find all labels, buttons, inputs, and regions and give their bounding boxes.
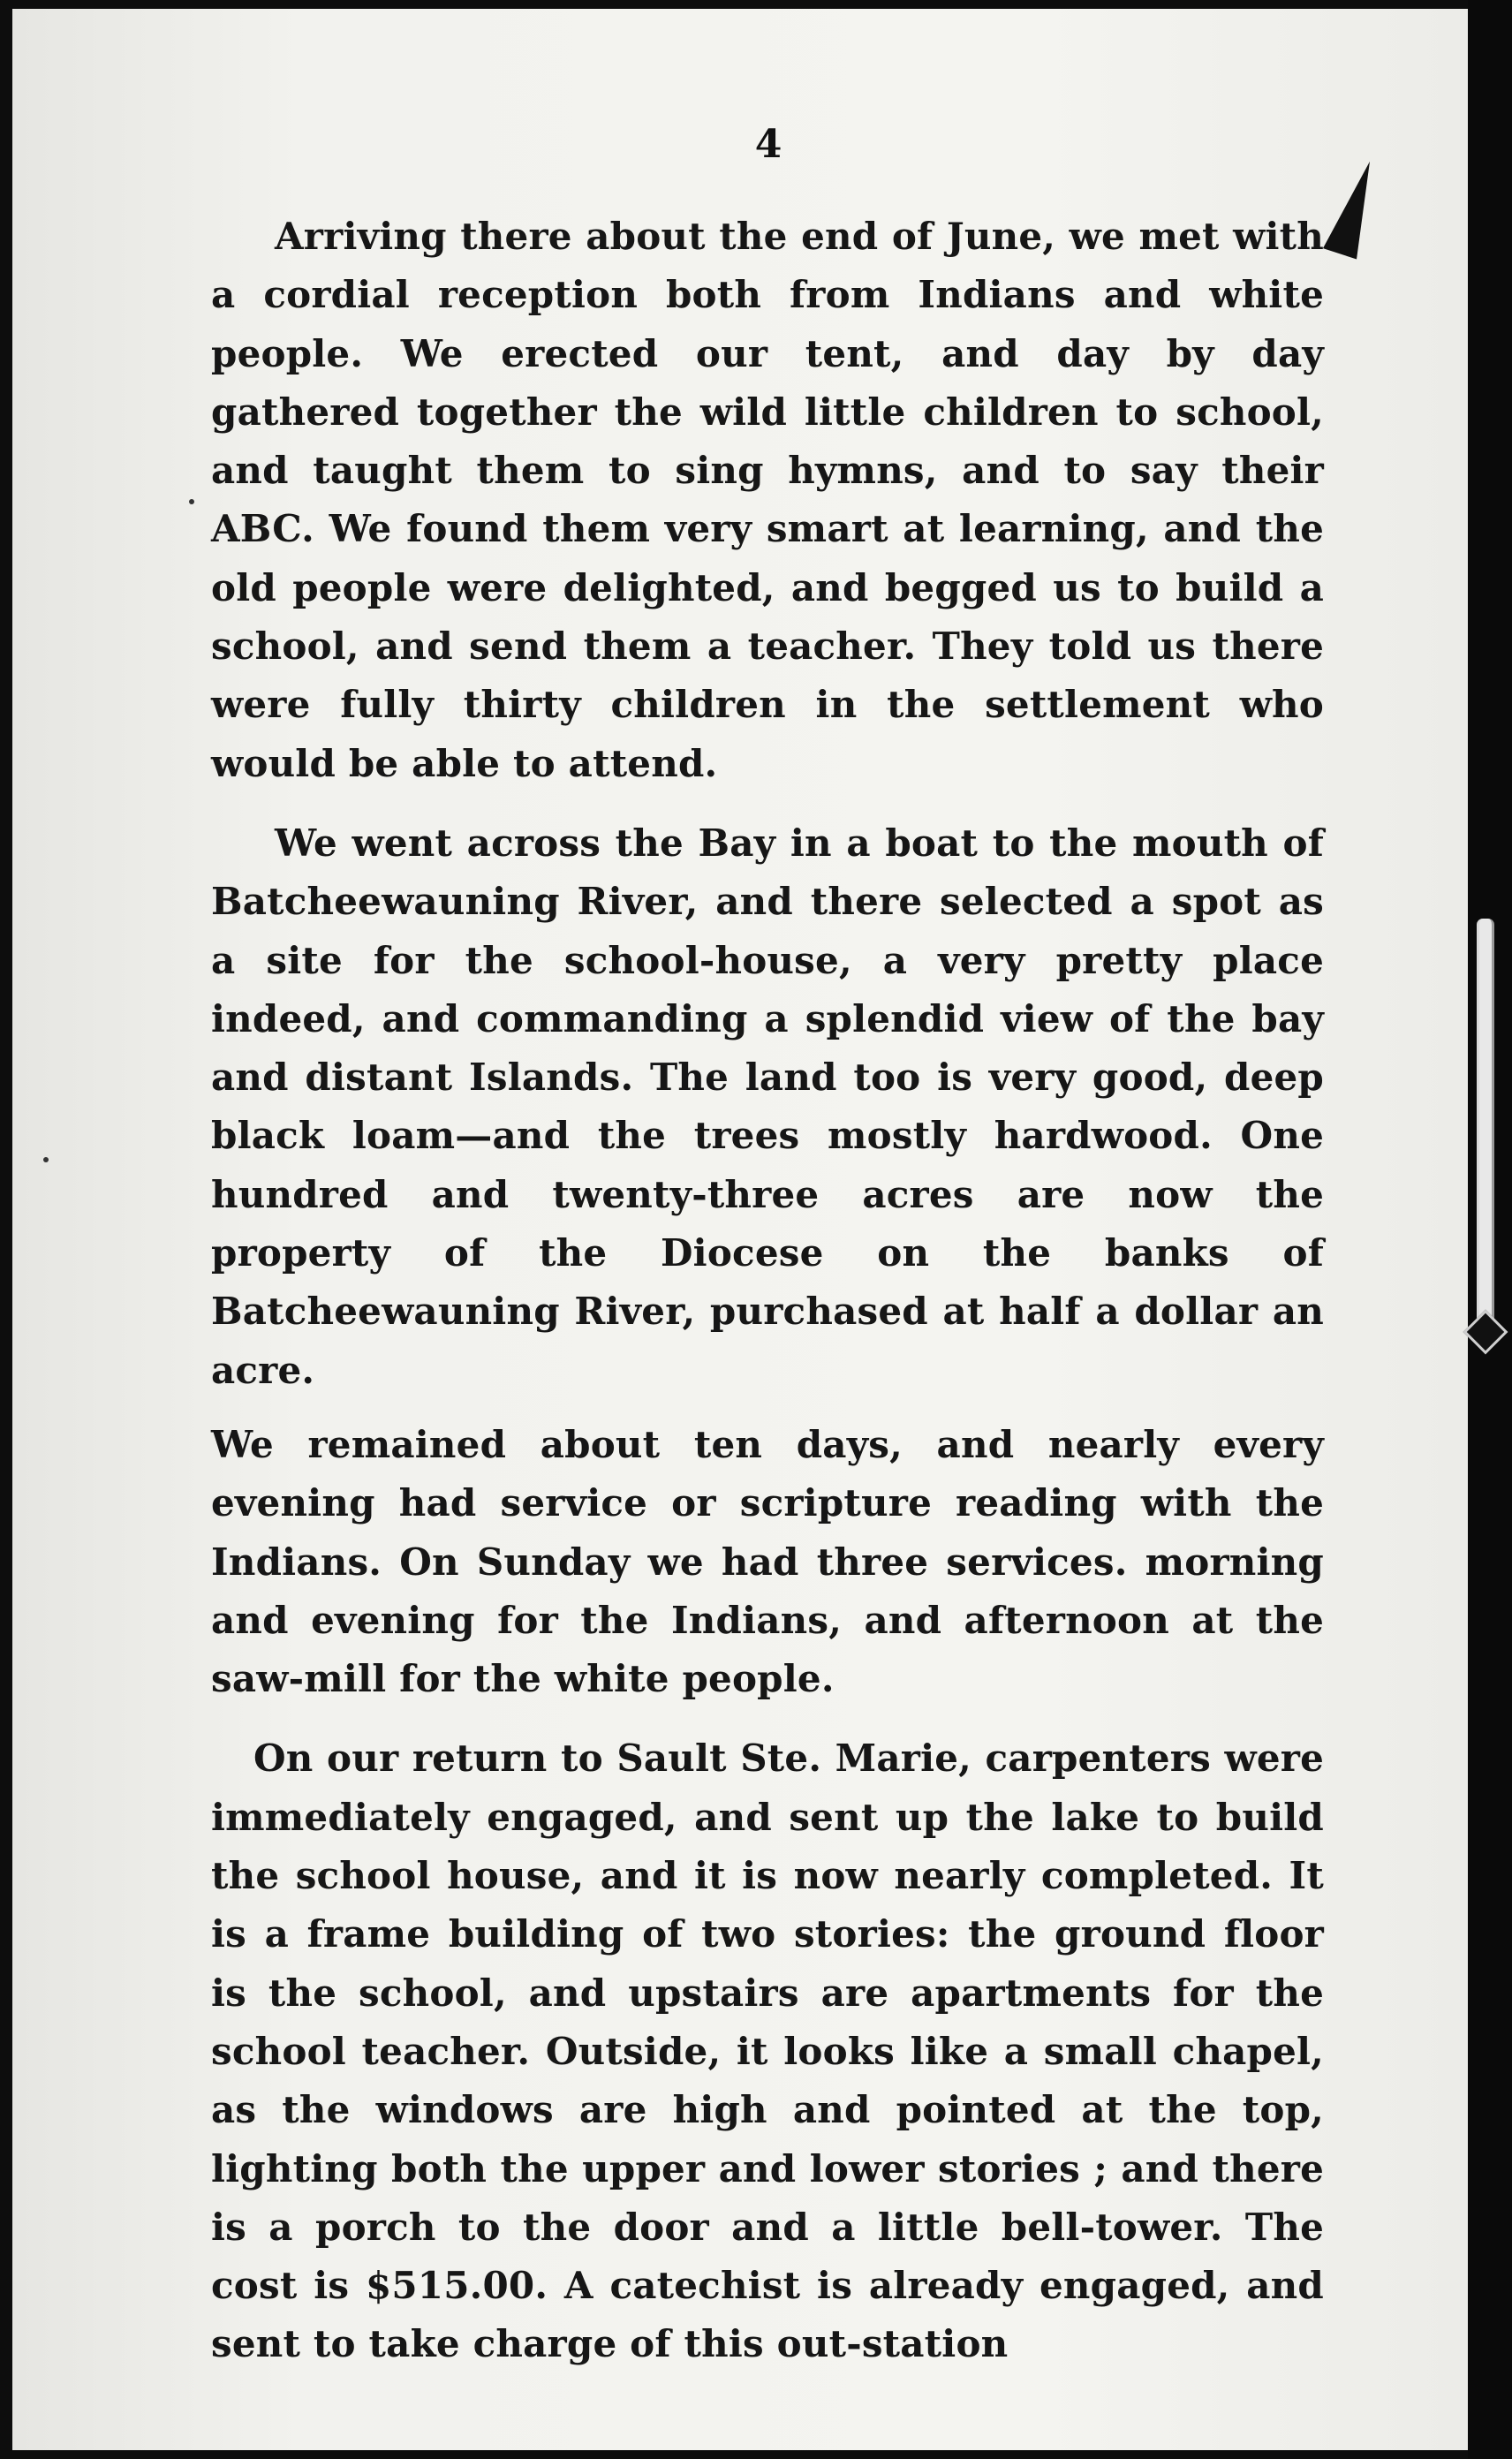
page-number: 4 xyxy=(754,122,782,167)
print-speck xyxy=(43,1157,49,1162)
paragraph-arrival: Arriving there about the end of June, we met with a cordial reception both from Indians and white people. We erected our tent, and day by day gathered together the wild little children to school, and taught them to sing hymns, and to say their ABC. We found them very smart at learning, and the old people were delighted, and begged us to build a school, and send them a teacher. They told us there were fully thirty children in the settlement who would be able to attend. xyxy=(211,215,1324,785)
document-page xyxy=(12,9,1468,2450)
paragraph-school-house: On our return to Sault Ste. Marie, carpenters were immediately engaged, and sent up the lake to build the school house, and it is now nearly completed. It is a frame building of two stories: the ground floor is the school, and upstairs are apartments for the school teacher. Outside, it looks like a small chapel, as the windows are high and pointed at the top, lighting both the upper and lower stories ; and there is a porch to the door and a little bell-tower. The cost is $515.00. A catechist is already engaged, and sent to take charge of this out-station xyxy=(211,1736,1324,2366)
body-text xyxy=(211,208,1324,2374)
paragraph-site-selection: We went across the Bay in a boat to the mouth of Batcheewauning River, and there selected a spot as a site for the school-house, a very pretty place indeed, and commanding a splendid view of the bay and distant Islands. The land too is very good, deep black loam—and the trees mostly hardwood. One hundred and twenty-three acres are now the property of the Diocese on the banks of Batcheewauning River, purchased at half a dollar an acre. xyxy=(211,821,1324,1392)
paragraph-services: We remained about ten days, and nearly every evening had service or scripture reading with the Indians. On Sunday we had three services. morning and evening for the Indians, and afternoon at the saw-mill for the white people. xyxy=(211,1422,1324,1701)
binding-stitch xyxy=(1477,919,1494,1325)
print-speck xyxy=(189,499,194,504)
page-tear-mark xyxy=(1323,156,1387,260)
